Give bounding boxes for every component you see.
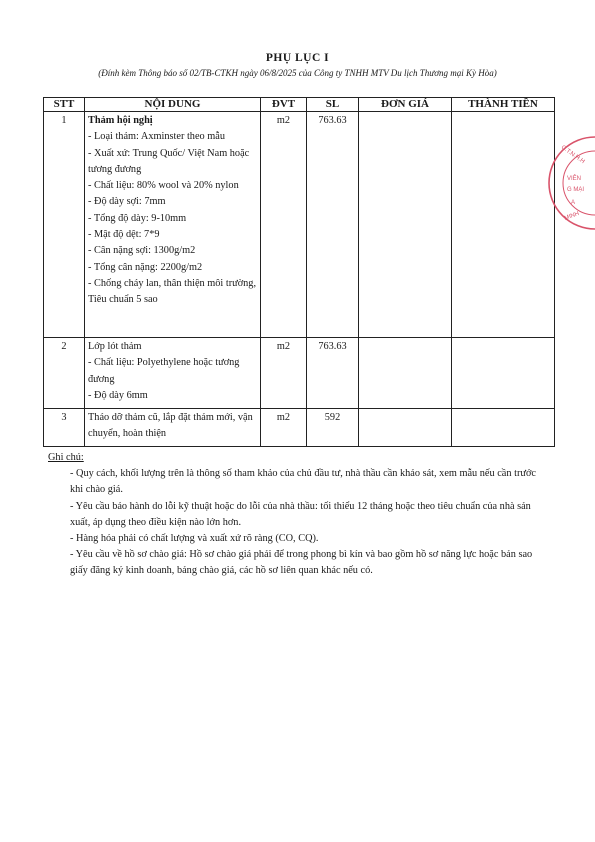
row-content: [85, 338, 261, 409]
row-title: Tháo dỡ thảm cũ, lắp đặt thảm mới, vận chuyển, hoàn thiện: [88, 412, 253, 440]
notes-list: [48, 466, 538, 579]
spec-line: - Loại thảm: Axminster theo mẫu: [88, 131, 225, 143]
spec-line: - Chống cháy lan, thân thiện môi trường, Tiêu chuẩn 5 sao: [88, 277, 257, 306]
company-seal: [543, 128, 595, 238]
row-price: [359, 409, 452, 447]
row-total: [452, 409, 555, 447]
row-stt: 1: [44, 112, 85, 338]
spec-line: - Chất liệu: 80% wool và 20% nylon: [88, 180, 239, 192]
row-qty: 763.63: [307, 338, 359, 409]
col-header-unit: ĐVT: [261, 98, 307, 112]
seal-text-1: C.T.N.H.H: [559, 144, 586, 166]
table-header-row: [44, 98, 555, 112]
spec-line: - Tổng cân nặng: 2200g/m2: [88, 261, 203, 273]
spec-line: - Tổng độ dày: 9-10mm: [88, 212, 187, 224]
col-header-price: ĐƠN GIÁ: [359, 98, 452, 112]
row-unit: m2: [261, 338, 307, 409]
spec-line: - Mật độ dệt: 7*9: [88, 229, 160, 241]
seal-text-2: VIÊN: [567, 176, 582, 182]
seal-text-5: MINH: [563, 210, 581, 222]
page-subtitle: (Đính kèm Thông báo số 02/TB-CTKH ngày 06/8/2025 của Công ty TNHH MTV Du lịch Thương mại Kỳ Hòa): [98, 68, 497, 78]
seal-graphic: [543, 128, 595, 238]
note-item: - Yêu cầu bảo hành do lỗi kỹ thuật hoặc do lỗi của nhà thầu: tối thiểu 12 tháng hoặc theo tiêu chuẩn của nhà sản xuất, áp dụng theo điều kiện nào lớn hơn.: [70, 500, 531, 528]
row-content: [85, 112, 261, 338]
row-content: [85, 409, 261, 447]
table-row: [44, 409, 555, 447]
spec-line: - Xuất xứ: Trung Quốc/ Việt Nam hoặc tương đương: [88, 147, 250, 175]
spec-line: - Độ dày 6mm: [88, 389, 148, 401]
table-row: [44, 112, 555, 338]
note-item: - Hàng hóa phải có chất lượng và xuất xứ rõ ràng (CO, CQ).: [70, 533, 319, 545]
row-unit: m2: [261, 409, 307, 447]
row-total: [452, 112, 555, 338]
row-price: [359, 112, 452, 338]
row-stt: 3: [44, 409, 85, 447]
row-price: [359, 338, 452, 409]
note-item: - Yêu cầu về hồ sơ chào giá: Hồ sơ chào giá phải để trong phong bì kín và bao gồm hồ sơ năng lực hoặc bản sao giấy đăng ký kinh doanh, bảng chào giá, các hồ sơ liên quan khác nếu có.: [70, 549, 533, 577]
col-header-content: NỘI DUNG: [85, 98, 261, 112]
col-header-total: THÀNH TIỀN: [452, 98, 555, 112]
row-specs: [88, 129, 257, 308]
spec-line: - Độ dày sợi: 7mm: [88, 196, 166, 208]
notes-title: Ghi chú:: [48, 452, 84, 463]
item-table: [43, 97, 555, 447]
notes-section: [48, 450, 538, 580]
row-title: Lớp lót thảm: [88, 341, 142, 352]
row-qty: 763.63: [307, 112, 359, 338]
row-unit: m2: [261, 112, 307, 338]
row-stt: 2: [44, 338, 85, 409]
row-qty: 592: [307, 409, 359, 447]
spec-line: - Cân nặng sợi: 1300g/m2: [88, 245, 196, 257]
row-specs: [88, 355, 257, 404]
table-row: [44, 338, 555, 409]
col-header-stt: STT: [44, 98, 85, 112]
row-title: Thảm hội nghị: [88, 115, 153, 126]
spec-line: - Chất liệu: Polyethylene hoặc tương đương: [88, 357, 240, 385]
note-item: - Quy cách, khối lượng trên là thông số tham khảo của chủ đầu tư, nhà thầu cần khảo sát, xem mẫu nếu cần trước khi chào giá.: [70, 468, 536, 496]
page-title: PHỤ LỤC I: [265, 52, 330, 64]
seal-text-4: A: [571, 200, 576, 206]
row-total: [452, 338, 555, 409]
col-header-qty: SL: [307, 98, 359, 112]
seal-text-3: G MẠI: [567, 187, 585, 193]
